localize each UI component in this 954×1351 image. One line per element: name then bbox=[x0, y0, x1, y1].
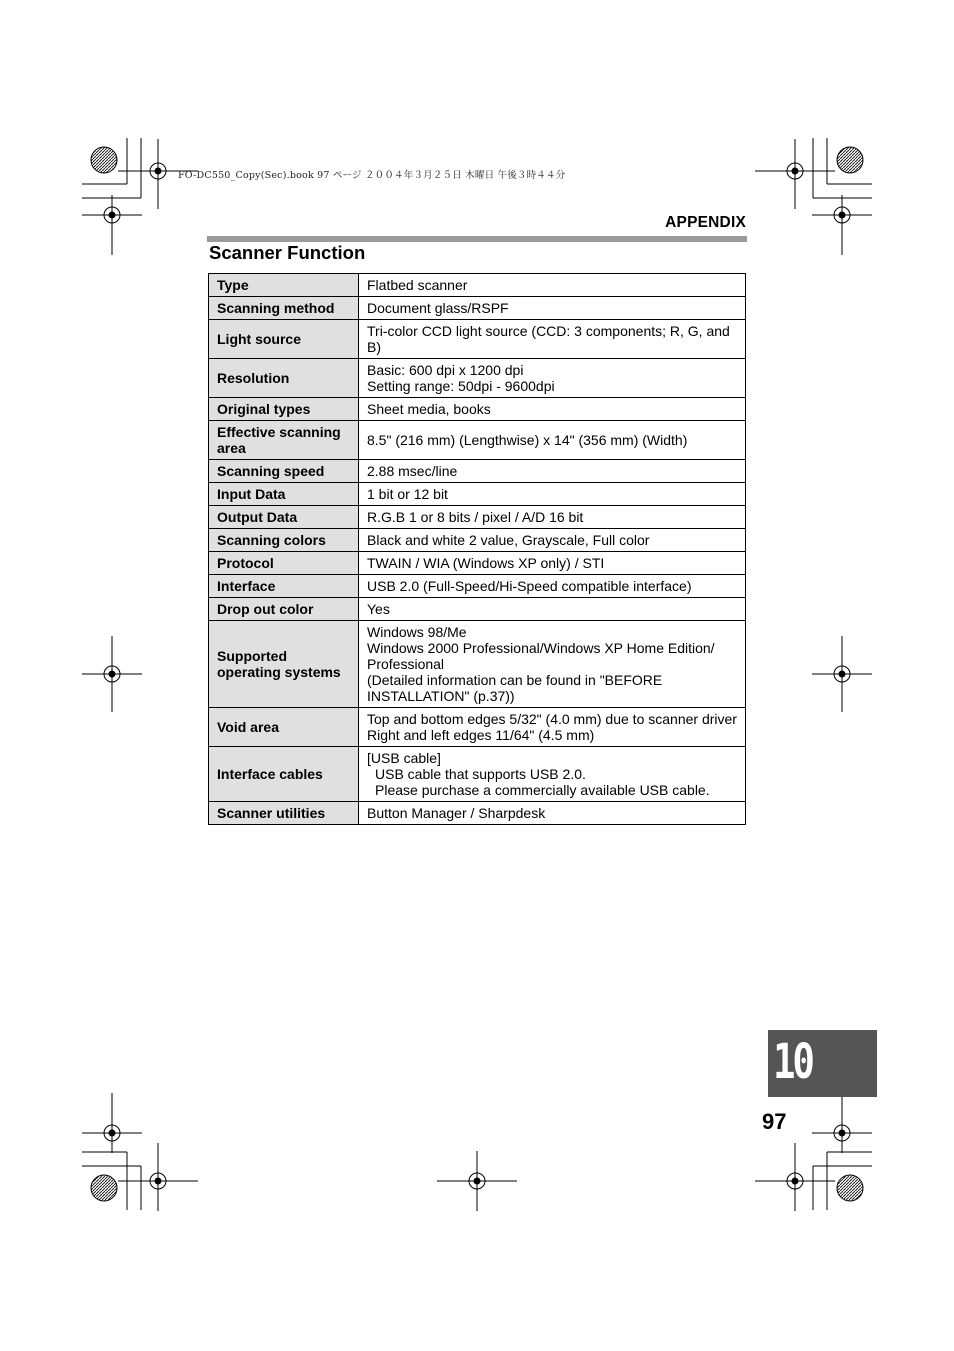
spec-label: Void area bbox=[209, 708, 359, 747]
spec-label: Scanning method bbox=[209, 297, 359, 320]
spec-value-line: 1 bit or 12 bit bbox=[367, 486, 448, 502]
spec-label: Scanning speed bbox=[209, 460, 359, 483]
table-row bbox=[209, 529, 746, 552]
chapter-tab bbox=[768, 1030, 877, 1097]
spec-value bbox=[359, 359, 746, 398]
spec-label: Type bbox=[209, 274, 359, 297]
table-row bbox=[209, 802, 746, 825]
table-row bbox=[209, 506, 746, 529]
spec-value bbox=[359, 483, 746, 506]
table-row bbox=[209, 621, 746, 708]
table-row bbox=[209, 297, 746, 320]
spec-value bbox=[359, 460, 746, 483]
spec-value-line: Please purchase a commercially available USB cable. bbox=[375, 782, 710, 798]
spec-value-line: USB cable that supports USB 2.0. bbox=[375, 766, 586, 782]
spec-value-line: Setting range: 50dpi - 9600dpi bbox=[367, 378, 555, 394]
spec-label: Drop out color bbox=[209, 598, 359, 621]
spec-value bbox=[359, 320, 746, 359]
spec-value-line: TWAIN / WIA (Windows XP only) / STI bbox=[367, 555, 605, 571]
section-label: APPENDIX bbox=[665, 214, 746, 231]
table-row bbox=[209, 575, 746, 598]
spec-value-line: Button Manager / Sharpdesk bbox=[367, 805, 546, 821]
spec-value-line: Tri-color CCD light source (CCD: 3 components; R, G, and B) bbox=[367, 323, 730, 355]
spec-value-line: Right and left edges 11/64" (4.5 mm) bbox=[367, 727, 595, 743]
table-row bbox=[209, 747, 746, 802]
spec-label: Interface cables bbox=[209, 747, 359, 802]
spec-value-line: Flatbed scanner bbox=[367, 277, 468, 293]
table-row bbox=[209, 421, 746, 460]
spec-value-line: Document glass/RSPF bbox=[367, 300, 509, 316]
spec-value-line: Windows 2000 Professional/Windows XP Home Edition/ Professional bbox=[367, 640, 715, 672]
spec-value bbox=[359, 802, 746, 825]
table-row bbox=[209, 552, 746, 575]
spec-value bbox=[359, 297, 746, 320]
page-title: Scanner Function bbox=[209, 242, 366, 263]
table-row bbox=[209, 598, 746, 621]
table-row bbox=[209, 483, 746, 506]
spec-label: Supported operating systems bbox=[209, 621, 359, 708]
spec-value bbox=[359, 274, 746, 297]
spec-value-line: R.G.B 1 or 8 bits / pixel / A/D 16 bit bbox=[367, 509, 584, 525]
spec-value bbox=[359, 747, 746, 802]
chapter-number: 10 bbox=[773, 1034, 812, 1090]
spec-value-line: USB 2.0 (Full-Speed/Hi-Speed compatible interface) bbox=[367, 578, 692, 594]
spec-label: Interface bbox=[209, 575, 359, 598]
spec-label: Resolution bbox=[209, 359, 359, 398]
spec-value-line: 8.5" (216 mm) (Lengthwise) x 14" (356 mm) (Width) bbox=[367, 432, 688, 448]
page-number: 97 bbox=[762, 1109, 787, 1134]
spec-value-line: [USB cable] bbox=[367, 750, 441, 766]
spec-label: Scanner utilities bbox=[209, 802, 359, 825]
spec-value-line: Windows 98/Me bbox=[367, 624, 467, 640]
spec-value-line: Basic: 600 dpi x 1200 dpi bbox=[367, 362, 524, 378]
spec-value-line: Sheet media, books bbox=[367, 401, 491, 417]
print-slug: FO-DC550_Copy(Sec).book 97 ページ ２００４年３月２５日 木曜日 午後３時４４分 bbox=[178, 170, 566, 181]
spec-table-body bbox=[209, 274, 746, 825]
spec-value bbox=[359, 598, 746, 621]
spec-value bbox=[359, 621, 746, 708]
table-row bbox=[209, 320, 746, 359]
table-row bbox=[209, 359, 746, 398]
spec-value-line: Top and bottom edges 5/32" (4.0 mm) due to scanner driver bbox=[367, 711, 737, 727]
spec-value bbox=[359, 421, 746, 460]
spec-value-line: Black and white 2 value, Grayscale, Full color bbox=[367, 532, 650, 548]
spec-value bbox=[359, 708, 746, 747]
spec-value-line: Yes bbox=[367, 601, 390, 617]
spec-value-line: 2.88 msec/line bbox=[367, 463, 458, 479]
spec-label: Light source bbox=[209, 320, 359, 359]
spec-value bbox=[359, 575, 746, 598]
spec-label: Scanning colors bbox=[209, 529, 359, 552]
spec-label: Protocol bbox=[209, 552, 359, 575]
spec-label: Output Data bbox=[209, 506, 359, 529]
spec-label: Effective scanning area bbox=[209, 421, 359, 460]
spec-value bbox=[359, 398, 746, 421]
spec-label: Original types bbox=[209, 398, 359, 421]
table-row bbox=[209, 398, 746, 421]
table-row bbox=[209, 708, 746, 747]
spec-value bbox=[359, 506, 746, 529]
spec-value bbox=[359, 529, 746, 552]
table-row bbox=[209, 460, 746, 483]
spec-value-line: (Detailed information can be found in "BEFORE INSTALLATION" (p.37)) bbox=[367, 672, 663, 704]
spec-label: Input Data bbox=[209, 483, 359, 506]
table-row bbox=[209, 274, 746, 297]
spec-table bbox=[208, 273, 746, 825]
spec-value bbox=[359, 552, 746, 575]
